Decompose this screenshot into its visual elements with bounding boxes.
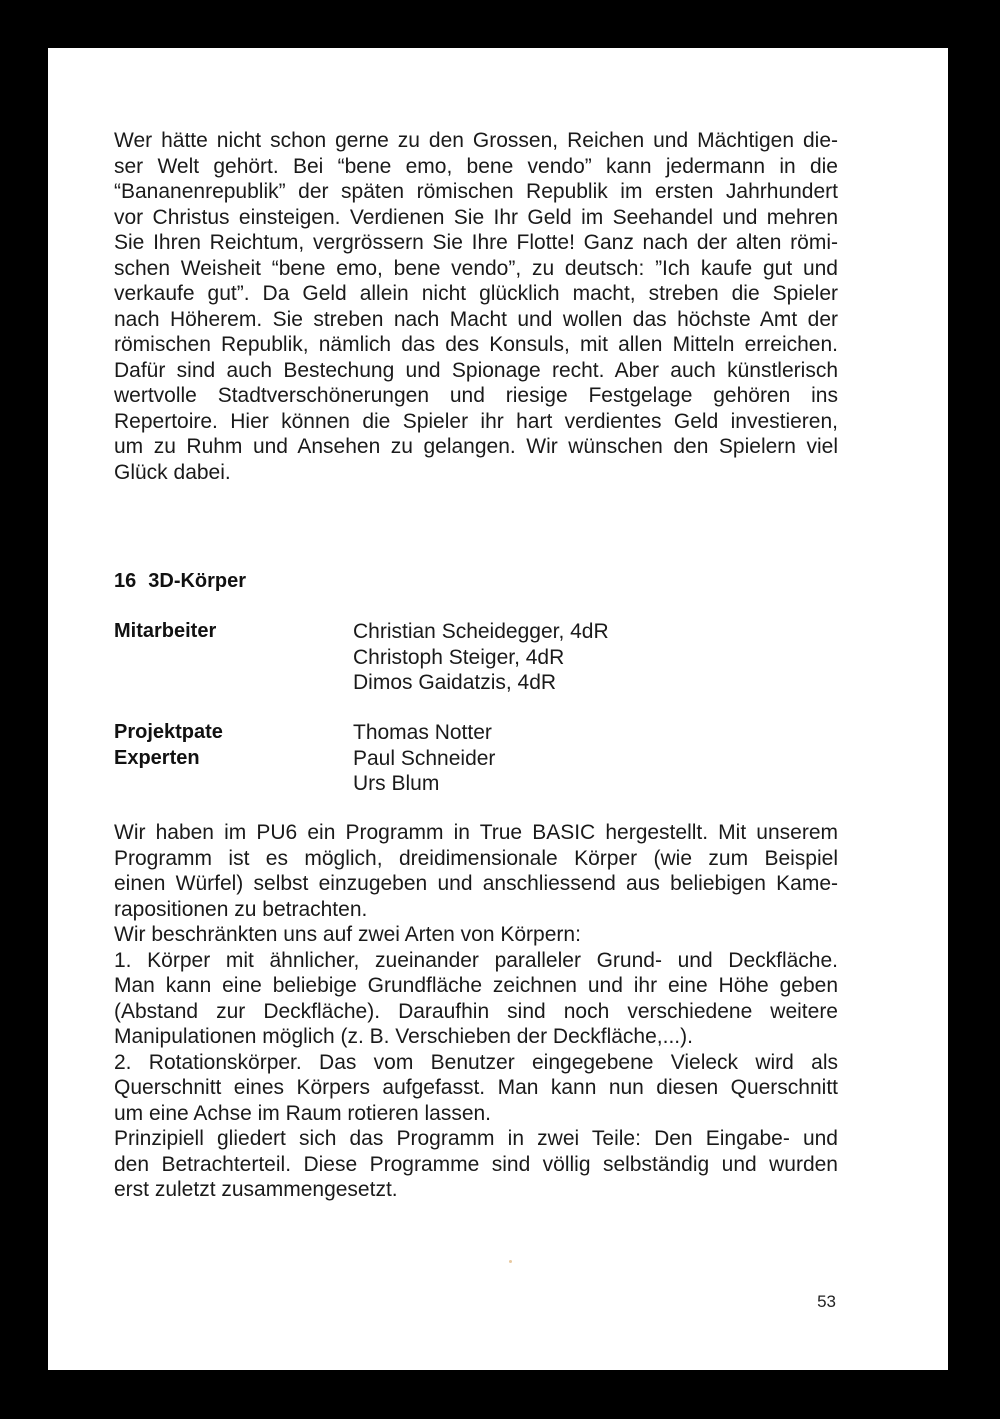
- intro-line: römischen Republik, nämlich das des Konsuls, mit allen Mitteln erreichen.: [114, 333, 838, 356]
- body-line: Manipulationen möglich (z. B. Verschieben der Deckfläche,...).: [114, 1025, 693, 1048]
- intro-line: Repertoire. Hier können die Spieler ihr hart verdientes Geld investieren,: [114, 409, 838, 433]
- body-line: Programm ist es möglich, dreidimensionale Körper (wie zum Beispiel: [114, 846, 838, 870]
- intro-paragraph: [114, 128, 838, 485]
- pate-name: Thomas Notter: [353, 721, 492, 744]
- section-title: 3D-Körper: [148, 570, 247, 592]
- experten-label: Experten: [114, 746, 200, 769]
- body-line: rapositionen zu betrachten.: [114, 897, 368, 921]
- pate-names: [353, 720, 495, 797]
- mitarbeiter-label-text: Mitarbeiter: [114, 620, 217, 642]
- body-line: um eine Achse im Raum rotieren lassen.: [114, 1101, 492, 1125]
- body-line: Wir haben im PU6 ein Programm in True BASIC hergestellt. Mit unserem: [114, 821, 838, 844]
- document-page: [48, 48, 948, 1370]
- body-line: Prinzipiell gliedert sich das Programm in zwei Teile: Den Eingabe- und: [114, 1127, 838, 1150]
- section-heading: [114, 569, 246, 594]
- mitarbeiter-label: [114, 619, 216, 645]
- team-member: Dimos Gaidatzis, 4dR: [353, 671, 557, 694]
- intro-line: um zu Ruhm und Ansehen zu gelangen. Wir wünschen den Spielern viel: [114, 435, 838, 458]
- intro-line: Glück dabei.: [114, 460, 231, 484]
- body-line: 1. Körper mit ähnlicher, zueinander paralleler Grund- und Deckfläche.: [114, 948, 838, 972]
- intro-line: Wer hätte nicht schon gerne zu den Grossen, Reichen und Mächtigen die-: [114, 129, 838, 152]
- intro-line: nach Höherem. Sie streben nach Macht und wollen das höchste Amt der: [114, 307, 838, 331]
- intro-line: ser Welt gehört. Bei “bene emo, bene vendo” kann jedermann in die: [114, 154, 838, 178]
- body-line: erst zuletzt zusammengesetzt.: [114, 1178, 398, 1201]
- paper-speck: [509, 1260, 512, 1263]
- body-line: den Betrachterteil. Diese Programme sind völlig selbständig und wurden: [114, 1152, 838, 1176]
- intro-line: verkaufe gut”. Da Geld allein nicht glücklich macht, streben die Spieler: [114, 282, 838, 305]
- team-member: Christoph Steiger, 4dR: [353, 645, 565, 669]
- pate-labels: [114, 720, 223, 771]
- intro-line: wertvolle Stadtverschönerungen und riesige Festgelage gehören ins: [114, 384, 838, 407]
- intro-line: Sie Ihren Reichtum, vergrössern Sie Ihre Flotte! Ganz nach der alten römi-: [114, 231, 838, 254]
- expert-name: Paul Schneider: [353, 746, 496, 770]
- body-line: Man kann eine beliebige Grundfläche zeichnen und ihr eine Höhe geben: [114, 974, 838, 997]
- intro-line: schen Weisheit “bene emo, bene vendo”, zu deutsch: ”Ich kaufe gut und: [114, 256, 838, 280]
- body-line: Querschnitt eines Körpers aufgefasst. Man kann nun diesen Querschnitt: [114, 1076, 838, 1099]
- intro-line: vor Christus einsteigen. Verdienen Sie Ihr Geld im Seehandel und mehren: [114, 205, 838, 229]
- intro-line: Dafür sind auch Bestechung und Spionage recht. Aber auch künstlerisch: [114, 358, 838, 382]
- body-line: (Abstand zur Deckfläche). Daraufhin sind noch verschiedene weitere: [114, 999, 838, 1023]
- body-line: Wir beschränkten uns auf zwei Arten von Körpern:: [114, 923, 581, 946]
- mitarbeiter-names: [353, 619, 609, 696]
- expert-name: Urs Blum: [353, 772, 440, 795]
- section-number: 16: [114, 570, 137, 592]
- page-number: 53: [817, 1292, 836, 1311]
- team-member: Christian Scheidegger, 4dR: [353, 620, 609, 643]
- intro-line: “Bananenrepublik” der späten römischen Republik im ersten Jahrhundert: [114, 180, 838, 203]
- body-paragraph: [114, 820, 838, 1203]
- body-line: 2. Rotationskörper. Das vom Benutzer eingegebene Vieleck wird als: [114, 1050, 838, 1074]
- projektpate-label: Projektpate: [114, 721, 223, 743]
- body-line: einen Würfel) selbst einzugeben und anschliessend aus beliebigen Kame-: [114, 872, 838, 895]
